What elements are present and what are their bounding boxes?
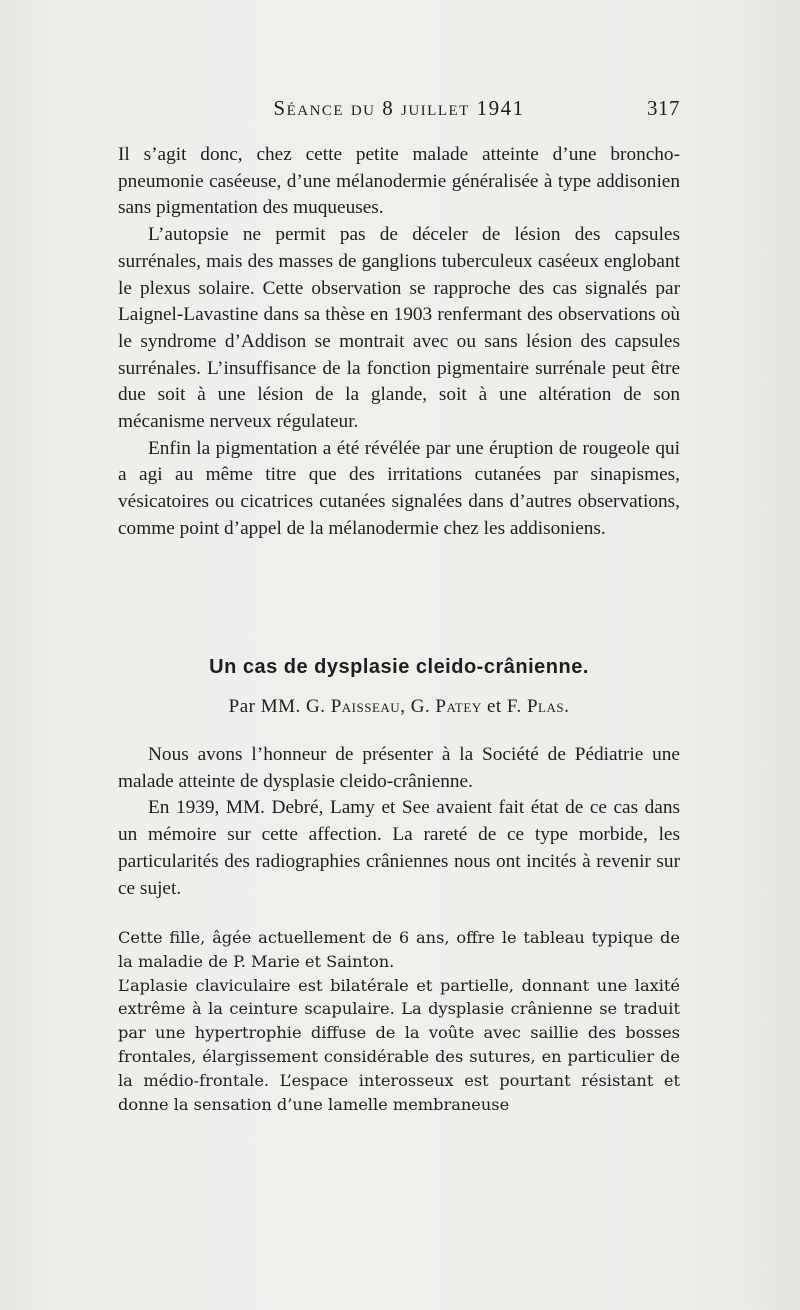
paragraph: Enfin la pigmentation a été révélée par une éruption de rougeole qui a agi au même titre que des irritations cutanées par sinapismes, vésicatoires ou cicatrices cutanées signalées dans d’autres observations, comme point d’appel de la mélanodermie chez les addisoniens. (118, 437, 680, 539)
byline-prefix: Par MM. G. (228, 696, 331, 717)
article-title: Un cas de dysplasie cleido-crânienne. (209, 656, 589, 678)
byline-separator: , G. (400, 696, 436, 717)
running-head (118, 96, 680, 126)
previous-article-conclusion (118, 142, 680, 543)
paragraph: L’autopsie ne permit pas de déceler de lésion des capsules surrénales, mais des masses de ganglions tuberculeux caséeux englobant le plexus solaire. Cette observation se rapproche des cas signalés par Laignel-Lavastine dans sa thèse en 1903 renfermant des observations où le syndrome d’Addison se montrait avec ou sans lésion des capsules surrénales. L’insuffisance de la fonction pigmentaire surrénale peut être due soit à une lésion de la glande, soit à une altération de son mécanisme nerveux régulateur. (118, 224, 680, 433)
case-report (118, 926, 680, 1116)
paragraph: En 1939, MM. Debré, Lamy et See avaient fait état de ce cas dans un mémoire sur cette affection. La rareté de ce type morbide, les particularités des radiographies crâniennes nous ont incités à revenir sur ce sujet. (118, 797, 680, 899)
paragraph: Cette fille, âgée actuellement de 6 ans, offre le tableau typique de la maladie de P. Marie et Sainton. (118, 928, 680, 971)
paragraph: Nous avons l’honneur de présenter à la Société de Pédiatrie une malade atteinte de dysplasie cleido-crânienne. (118, 744, 680, 792)
article-introduction (118, 742, 680, 902)
byline-suffix: . (564, 696, 570, 717)
page-number: 317 (647, 96, 680, 120)
author-name: Patey (435, 696, 482, 717)
running-head-title: Séance du 8 juillet 1941 (273, 96, 525, 120)
byline-separator: et F. (481, 696, 527, 717)
article-byline (118, 696, 680, 718)
paragraph: Il s’agit donc, chez cette petite malade atteinte d’une broncho-pneumonie caséeuse, d’une mélanodermie généralisée à type addisonien sans pigmentation des muqueuses. (118, 144, 680, 219)
author-name: Paisseau (330, 696, 401, 717)
author-name: Plas (526, 696, 565, 717)
paragraph: L’aplasie claviculaire est bilatérale et partielle, donnant une laxité extrême à la ceinture scapulaire. La dysplasie crânienne se traduit par une hypertrophie diffuse de la voûte avec saillie des bosses frontales, élargissement considérable des sutures, en particulier de la médio-frontale. L’espace interosseux est pourtant résistant et donne la sensation d’une lamelle membraneuse (118, 975, 680, 1114)
